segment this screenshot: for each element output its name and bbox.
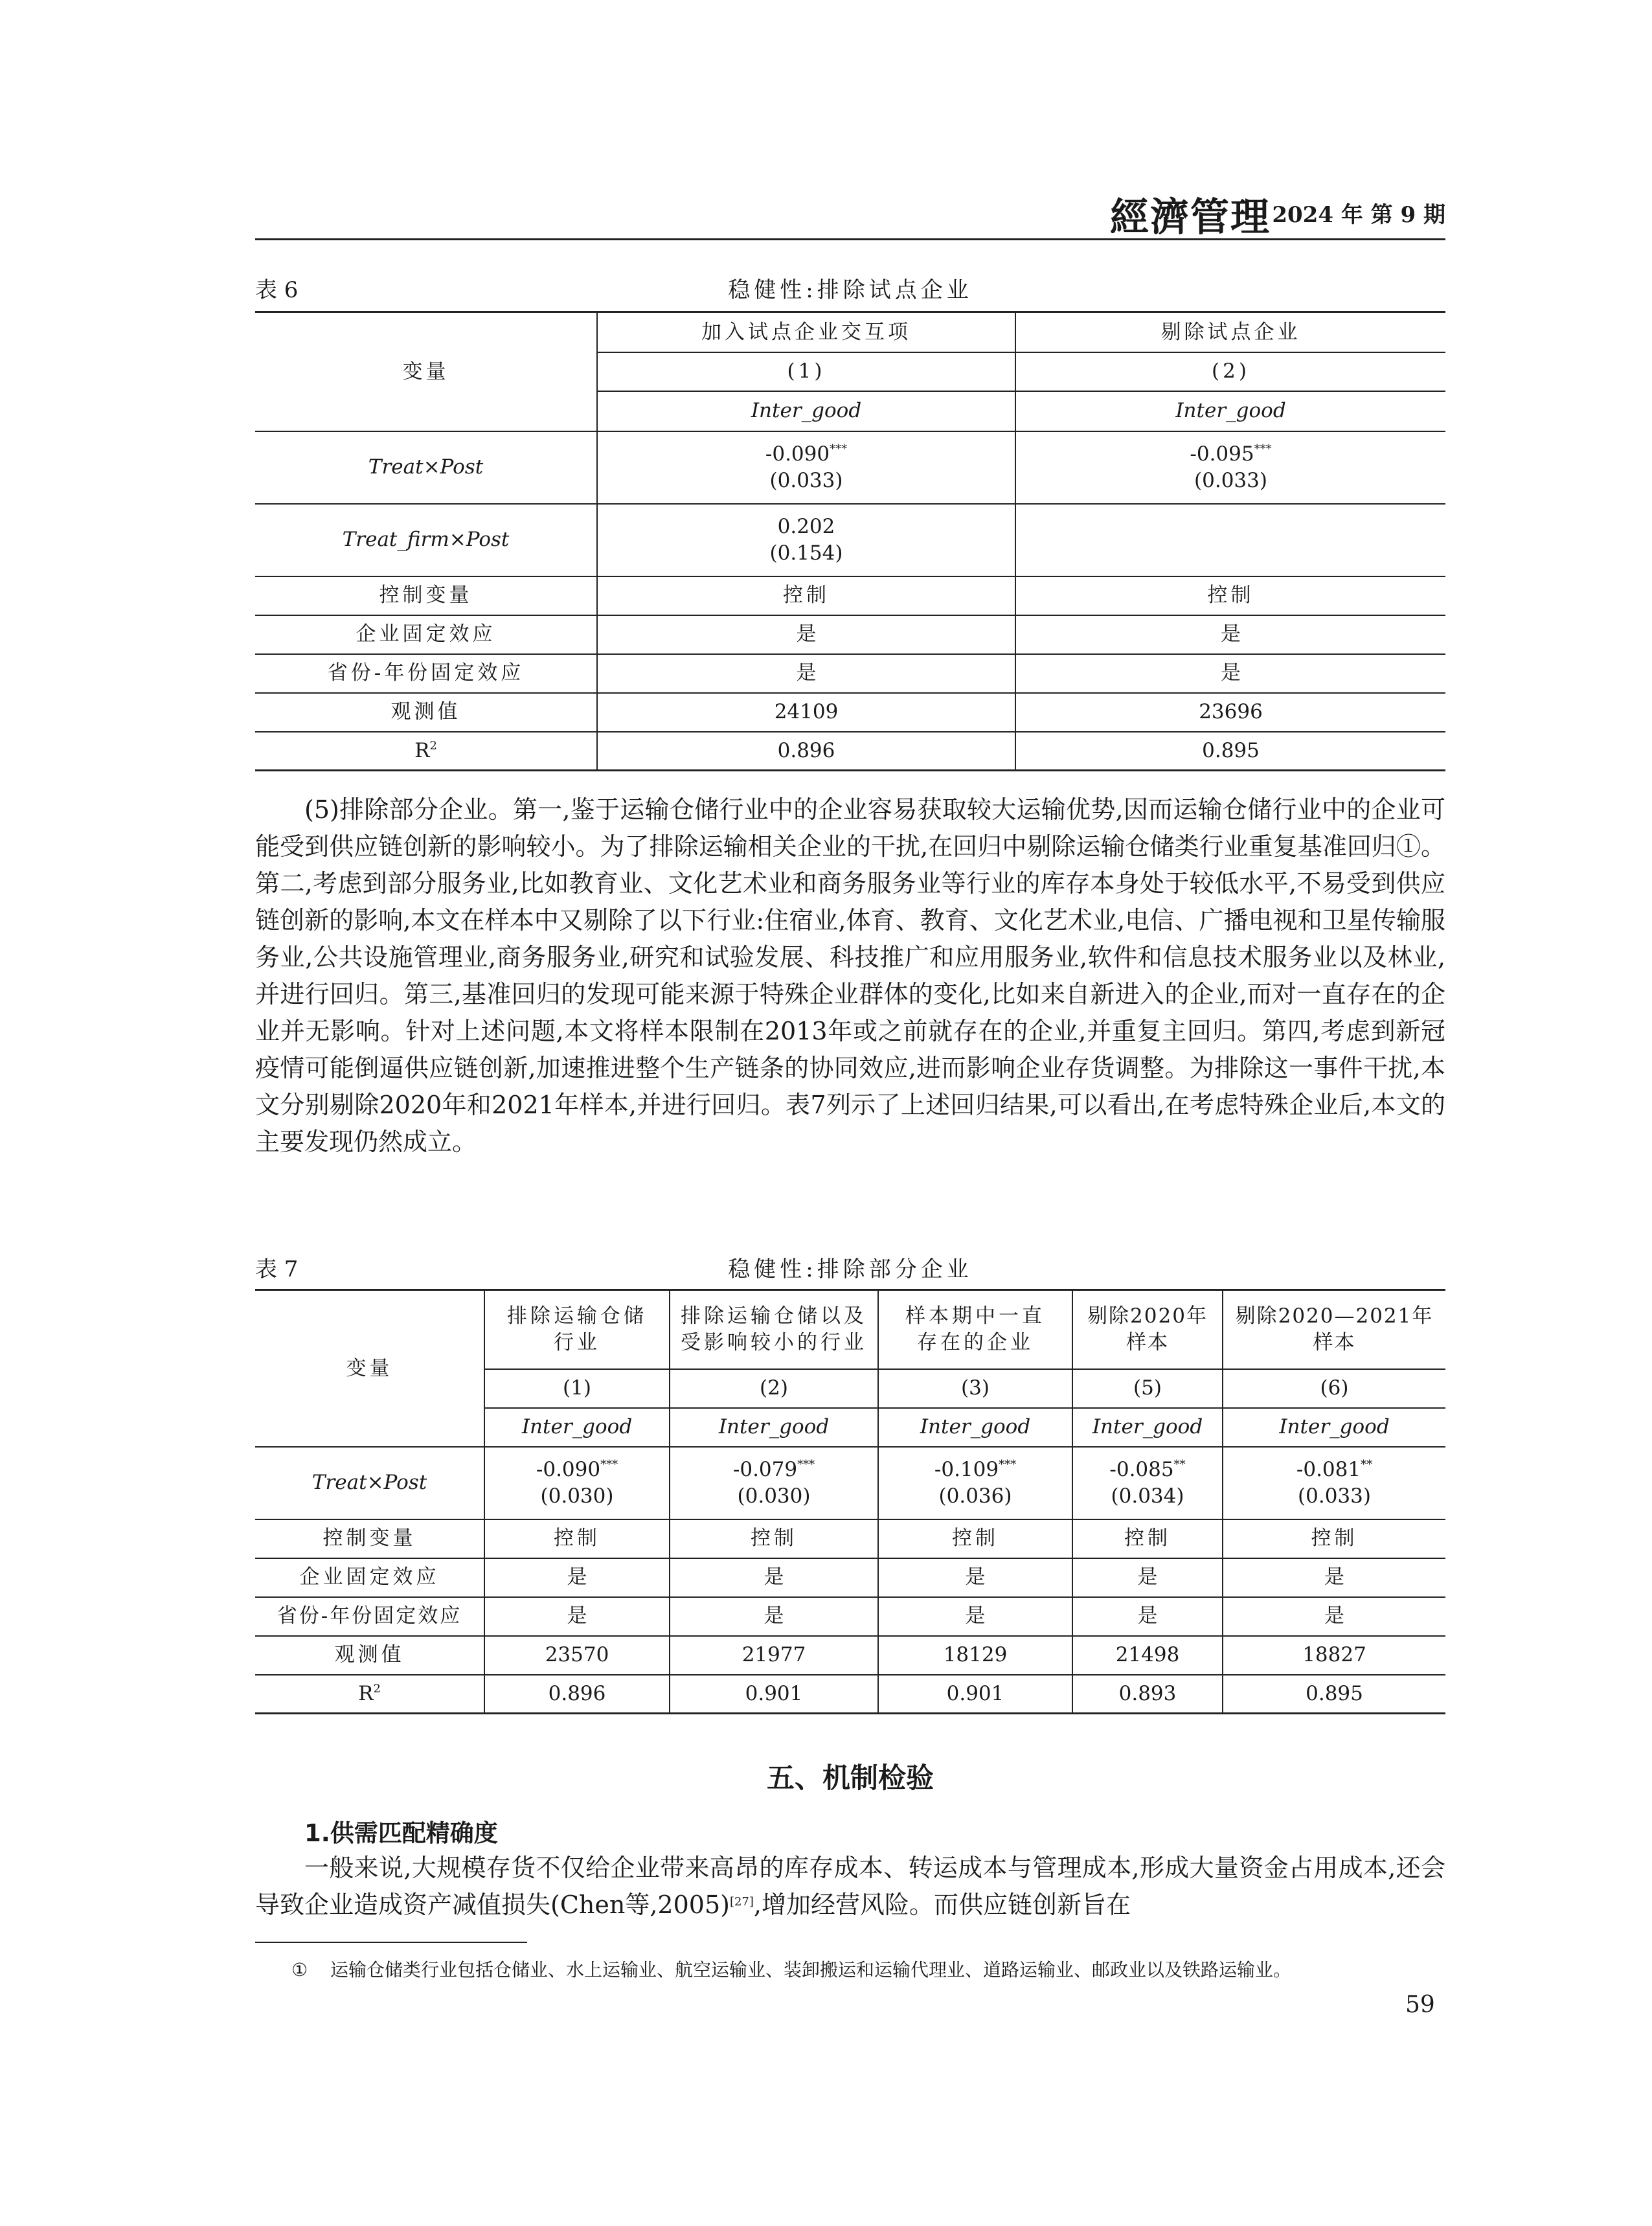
table7-cell: 是 — [484, 1597, 670, 1636]
table6-caption — [255, 272, 1445, 301]
table7-cell: 0.901 — [670, 1675, 878, 1714]
table7-dep-var: Inter_good — [484, 1408, 670, 1447]
table7-row-label: 控制变量 — [255, 1519, 484, 1558]
footnote — [291, 1956, 1291, 1982]
table7-dep-var: Inter_good — [670, 1408, 878, 1447]
table7-cell: 控制 — [670, 1519, 878, 1558]
table7-cell: -0.081** (0.033) — [1223, 1447, 1445, 1519]
table7-cell: 是 — [1223, 1597, 1445, 1636]
table6-dep-var: Inter_good — [1175, 399, 1286, 423]
table7-title: 稳健性:排除部分企业 — [728, 1256, 973, 1282]
page-number: 59 — [1405, 1992, 1435, 2018]
table7-cell: 21977 — [670, 1636, 878, 1675]
table6 — [255, 311, 1445, 771]
table7-col-title: 样本期中一直 存在的企业 — [878, 1290, 1072, 1369]
table7-caption — [255, 1251, 1445, 1280]
table6-row-label: 企业固定效应 — [255, 615, 597, 654]
subsection-title: 1.供需匹配精确度 — [304, 1819, 498, 1847]
table7-col-number: (2) — [670, 1369, 878, 1408]
table7-row-label: 企业固定效应 — [255, 1558, 484, 1597]
table7-cell: 21498 — [1072, 1636, 1223, 1675]
table7-col-number: (5) — [1072, 1369, 1223, 1408]
table6-number: 表 6 — [255, 277, 299, 303]
table6-row-label: Treat_firm×Post — [255, 504, 597, 576]
table6-col-number: (2) — [1015, 352, 1445, 391]
footnote-marker: ① — [291, 1959, 308, 1981]
journal-name: 經濟管理 — [1110, 195, 1271, 240]
table7-dep-var: Inter_good — [878, 1408, 1072, 1447]
table7-row-label: 观测值 — [255, 1636, 484, 1675]
table6-cell: 是 — [1015, 654, 1445, 693]
table7-col-title: 剔除2020年 样本 — [1072, 1290, 1223, 1369]
table6-cell: 是 — [597, 615, 1015, 654]
table6-cell: 控制 — [597, 576, 1015, 615]
table6-cell: 是 — [1015, 615, 1445, 654]
table7-cell: 是 — [670, 1597, 878, 1636]
table6-cell: 0.202 (0.154) — [597, 504, 1015, 576]
table7-cell: 0.901 — [878, 1675, 1072, 1714]
table7-col-number: (6) — [1223, 1369, 1445, 1408]
table7-cell: 是 — [484, 1558, 670, 1597]
table6-cell: 控制 — [1015, 576, 1445, 615]
running-header — [255, 183, 1445, 240]
table6-row-label: 观测值 — [255, 693, 597, 732]
table6-var-header: 变量 — [255, 312, 597, 431]
table7-cell: 控制 — [878, 1519, 1072, 1558]
table6-row-label: Treat×Post — [255, 431, 597, 504]
table7-dep-var: Inter_good — [1279, 1415, 1390, 1439]
table6-cell: 是 — [597, 654, 1015, 693]
footnote-text: 运输仓储类行业包括仓储业、水上运输业、航空运输业、装卸搬运和运输代理业、道路运输业、邮政业以及铁路运输业。 — [330, 1959, 1292, 1981]
table6-cell: 0.895 — [1015, 732, 1445, 771]
table6-row-label: 省份-年份固定效应 — [255, 654, 597, 693]
table7-cell: -0.090*** (0.030) — [484, 1447, 670, 1519]
table7-cell: 18129 — [878, 1636, 1072, 1675]
table6-cell: 24109 — [597, 693, 1015, 732]
table7-cell: 是 — [1072, 1597, 1223, 1636]
table7-row-label: 省份-年份固定效应 — [255, 1597, 484, 1636]
table7-col-title: 排除运输仓储 行业 — [484, 1290, 670, 1369]
body-paragraph: (5)排除部分企业。第一,鉴于运输仓储行业中的企业容易获取较大运输优势,因而运输仓储行业中的企业可能受到供应链创新的影响较小。为了排除运输相关企业的干扰,在回归中剔除运输仓储类行业重复基准回归①。第二,考虑到部分服务业,比如教育业、文化艺术业和商务服务业等行业的库存本身处于较低水平,不易受到供应链创新的影响,本文在样本中又剔除了以下行业:住宿业,体育、教育、文化艺术业,电信、广播电视和卫星传输服务业,公共设施管理业,商务服务业,研究和试验发展、科技推广和应用服务业,软件和信息技术服务业以及林业,并进行回归。第三,基准回归的发现可能来源于特殊企业群体的变化,比如来自新进入的企业,而对一直存在的企业并无影响。针对上述问题,本文将样本限制在2013年或之前就存在的企业,并重复主回归。第四,考虑到新冠疫情可能倒逼供应链创新,加速推进整个生产链条的协同效应,进而影响企业存货调整。为排除这一事件干扰,本文分别剔除2020年和2021年样本,并进行回归。表7列示了上述回归结果,可以看出,在考虑特殊企业后,本文的主要发现仍然成立。 — [255, 795, 1445, 1156]
table7-cell: 是 — [878, 1597, 1072, 1636]
table7-cell: 是 — [1072, 1558, 1223, 1597]
table7-cell: 是 — [878, 1558, 1072, 1597]
table7-cell: 18827 — [1223, 1636, 1445, 1675]
citation-ref: [27] — [729, 1895, 754, 1909]
table7-cell: 0.893 — [1072, 1675, 1223, 1714]
table7-cell: -0.085** (0.034) — [1072, 1447, 1223, 1519]
table7-col-number: (3) — [878, 1369, 1072, 1408]
table6-cell: -0.095*** (0.033) — [1015, 431, 1445, 504]
table7-cell: 23570 — [484, 1636, 670, 1675]
table6-title: 稳健性:排除试点企业 — [728, 277, 973, 303]
table7-row-label: $R^2$ — [255, 1675, 484, 1714]
table6-cell: 0.896 — [597, 732, 1015, 771]
section-title: 五、机制检验 — [767, 1762, 934, 1795]
table7-var-header: 变量 — [255, 1290, 484, 1447]
table7-col-number: (1) — [484, 1369, 670, 1408]
table7-col-title: 剔除2020—2021年 样本 — [1223, 1290, 1445, 1369]
table7 — [255, 1289, 1445, 1714]
table7-col-title: 排除运输仓储以及 受影响较小的行业 — [670, 1290, 878, 1369]
table6-cell: -0.090*** (0.033) — [597, 431, 1015, 504]
table7-cell: -0.109*** (0.036) — [878, 1447, 1072, 1519]
table7-cell: -0.079*** (0.030) — [670, 1447, 878, 1519]
table7-cell: 控制 — [1072, 1519, 1223, 1558]
table6-col-title: 剔除试点企业 — [1015, 312, 1445, 352]
table6-col-title: 加入试点企业交互项 — [597, 312, 1015, 352]
footnote-rule — [255, 1942, 527, 1943]
table7-cell: 0.896 — [484, 1675, 670, 1714]
table7-cell: 0.895 — [1223, 1675, 1445, 1714]
issue-label: 2024 年 第 9 期 — [1272, 202, 1445, 228]
table7-cell: 控制 — [484, 1519, 670, 1558]
table6-row-label: $R^2$ — [255, 732, 597, 771]
table6-cell-empty — [1015, 504, 1445, 576]
table6-cell: 23696 — [1015, 693, 1445, 732]
table7-cell: 是 — [670, 1558, 878, 1597]
table6-col-number: (1) — [597, 352, 1015, 391]
table7-cell: 控制 — [1223, 1519, 1445, 1558]
body-paragraph: 一般来说,大规模存货不仅给企业带来高昂的库存成本、转运成本与管理成本,形成大量资金占用成本,还会导致企业造成资产减值损失(Chen等,2005)[27],增加经营风险。而供应链创新旨在 — [255, 1854, 1445, 1919]
table7-cell: 是 — [1223, 1558, 1445, 1597]
table7-number: 表 7 — [255, 1256, 299, 1282]
table6-row-label: 控制变量 — [255, 576, 597, 615]
table7-dep-var: Inter_good — [1072, 1408, 1223, 1447]
table6-dep-var: Inter_good — [597, 391, 1015, 431]
table7-row-label: Treat×Post — [255, 1447, 484, 1519]
